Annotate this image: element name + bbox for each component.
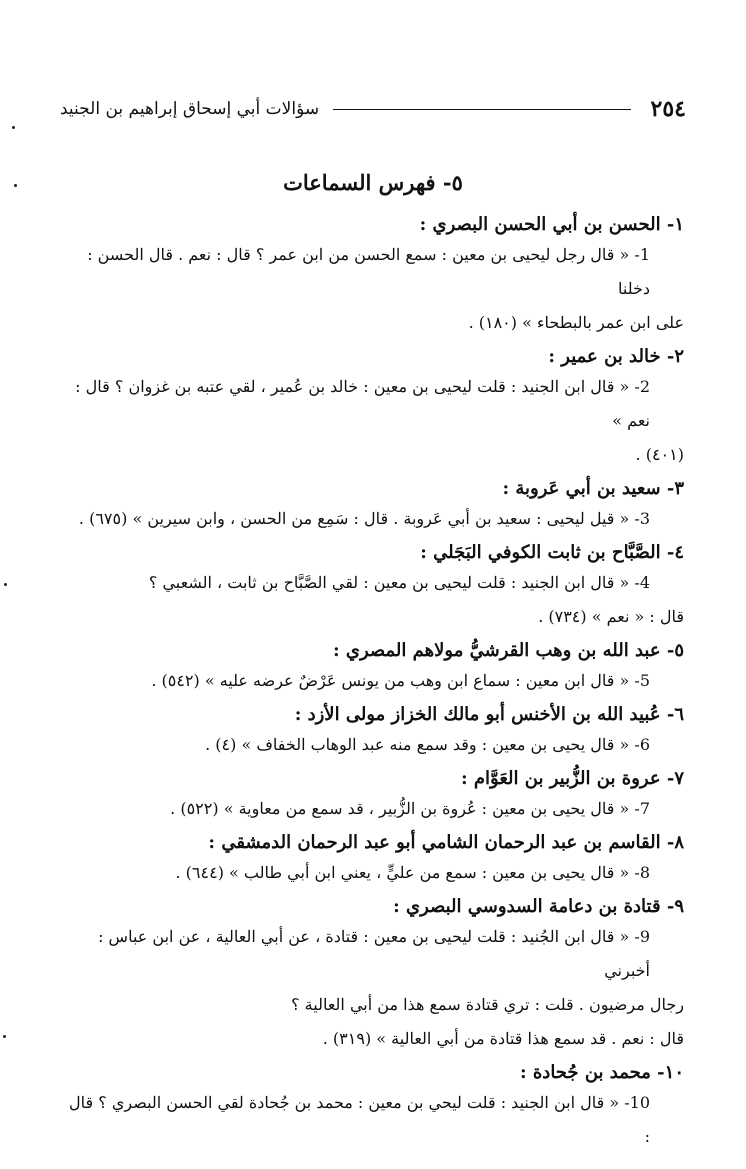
entry-text-line: 5- « قال ابن معين : سماع ابن وهب من يونس عَرْضٌ عرضه عليه » (٥٤٢) . (151, 671, 650, 690)
entry-heading: ٤- الصَّبَّاح بن ثابت الكوفي البَجَلي : (420, 542, 684, 563)
scan-speck (3, 1035, 6, 1038)
header-rule (333, 109, 630, 110)
page-number: ٢٥٤ (650, 96, 686, 122)
entry-heading: ٢- خالد بن عمير : (548, 346, 684, 367)
entry-text-line: 9- « قال ابن الجُنيد : قلت ليحيى بن معين : قتادة ، عن أبي العالية ، عن ابن عباس : أخبرني (98, 927, 650, 980)
entry-heading: ١٠- محمد بن جُحادة : (519, 1062, 684, 1083)
scan-speck (12, 126, 15, 129)
entry-text-line: 4- « قال ابن الجنيد : قلت ليحيى بن معين : لقي الصَّبَّاح بن ثابت ، الشعبي ؟ (148, 573, 650, 592)
entry-text-line: 3- « قيل ليحيى : سعيد بن أبي عَروبة . قال : سَمِع من الحسن ، وابن سيرين » (٦٧٥) . (78, 509, 650, 528)
entry-text-line: 10- « قال ابن الجنيد : قلت ليحي بن معين : محمد بن جُحادة لقي الحسن البصري ؟ قال : (69, 1093, 650, 1146)
book-title: سؤالات أبي إسحاق إبراهيم بن الجنيد (60, 99, 320, 119)
index-content (62, 208, 684, 1154)
entry-text-line: على ابن عمر بالبطحاء » (١٨٠) . (468, 313, 684, 332)
entry-text-line: قال : « نعم » (٧٣٤) . (538, 607, 684, 626)
section-title: ٥- فهرس السماعات (283, 170, 463, 195)
entry-heading: ٦- عُبيد الله بن الأخنس أبو مالك الخزاز مولى الأزد : (294, 704, 684, 725)
entry-text-line: قال : نعم . قد سمع هذا قتادة من أبي العالية » (٣١٩) . (322, 1029, 684, 1048)
scan-speck (14, 184, 17, 187)
entry-heading: ٣- سعيد بن أبي عَروبة : (502, 478, 684, 499)
scan-speck (4, 583, 7, 586)
entry-text-line: (٤٠١) . (635, 445, 684, 464)
entry-text-line: 2- « قال ابن الجنيد : قلت ليحيى بن معين : خالد بن عُمير ، لقي عتبه بن غزوان ؟ قال : نعم » (75, 377, 650, 430)
entry-text-line: رجال مرضيون . قلت : تري قتادة سمع هذا من أبي العالية ؟ (291, 995, 684, 1014)
entry-heading: ٥- عبد الله بن وهب القرشيُّ مولاهم المصري : (332, 640, 684, 661)
entry-text-line: 7- « قال يحيى بن معين : عُروة بن الزُّبير ، قد سمع من معاوية » (٥٢٢) . (170, 799, 650, 818)
entry-text-line: 1- « قال رجل ليحيى بن معين : سمع الحسن من ابن عمر ؟ قال : نعم . قال الحسن : دخلنا (87, 245, 650, 298)
running-header (60, 92, 686, 126)
entry-heading: ٩- قتادة بن دعامة السدوسي البصري : (393, 896, 684, 917)
entry-heading: ١- الحسن بن أبي الحسن البصري : (419, 214, 684, 235)
entry-heading: ٨- القاسم بن عبد الرحمان الشامي أبو عبد الرحمان الدمشقي : (208, 832, 684, 853)
entry-text-line: 8- « قال يحيى بن معين : سمع من عليٍّ ، يعني ابن أبي طالب » (٦٤٤) . (175, 863, 650, 882)
entry-text-line: 6- « قال يحيى بن معين : وقد سمع منه عبد الوهاب الخفاف » (٤) . (205, 735, 650, 754)
entry-heading: ٧- عروة بن الزُّبير بن العَوَّام : (460, 768, 684, 789)
